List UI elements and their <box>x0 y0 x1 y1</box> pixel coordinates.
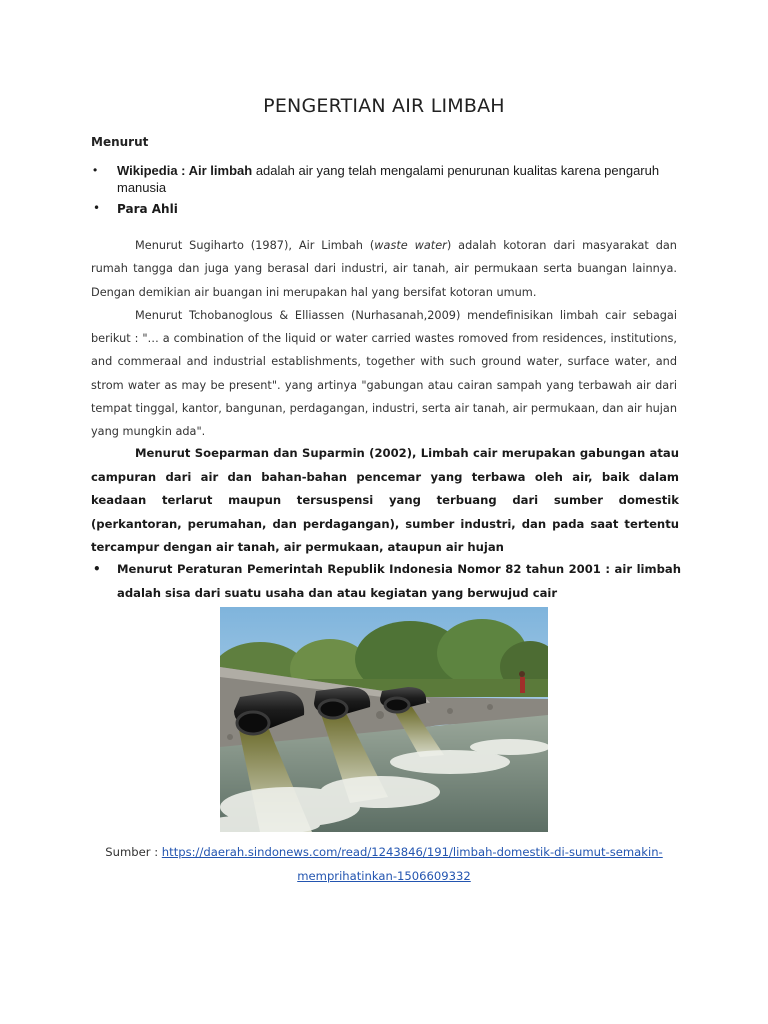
photo-illustration <box>220 607 548 832</box>
source-link[interactable]: https://daerah.sindonews.com/read/1243846/191/limbah-domestik-di-sumut-semakin-memprihatinkan-1506609332 <box>161 845 663 883</box>
bullet-icon: • <box>93 562 101 576</box>
image-source <box>92 840 676 888</box>
sugiharto-text-end: ) adalah kotoran dari masyarakat dan rumah tangga dan juga yang berasal dari industri, air tanah, air permukaan serta buangan lainnya. Dengan demikian air buangan ini merupakan hal yang bersifat kotoran umum. <box>91 239 677 299</box>
wastewater-pipes-photo <box>220 607 548 832</box>
sugiharto-text-start: Menurut Sugiharto (1987), Air Limbah ( <box>135 239 375 252</box>
list-item-para-ahli <box>91 200 681 218</box>
paragraph-soeparman <box>91 442 679 560</box>
bullet-list <box>91 200 681 218</box>
bullet-icon: • <box>93 163 98 177</box>
peraturan-text: Menurut Peraturan Pemerintah Republik Indonesia Nomor 82 tahun 2001 : air limbah adalah sisa dari suatu usaha dan atau kegiatan yang berwujud cair <box>117 562 681 600</box>
page-title: PENGERTIAN AIR LIMBAH <box>263 95 505 117</box>
bullet-icon: • <box>93 201 101 215</box>
wikipedia-definition: adalah air yang telah mengalami penurunan kualitas karena pengaruh manusia <box>117 163 660 195</box>
list-item-peraturan <box>91 558 681 605</box>
wikipedia-label: Wikipedia : Air limbah <box>117 163 253 178</box>
soeparman-text: Menurut Soeparman dan Suparmin (2002), Limbah cair merupakan gabungan atau campuran dari air dan bahan-bahan pencemar yang terbawa oleh air, baik dalam keadaan terlarut maupun tersuspensi yang terbuang dari sumber domestik (perkantoran, perumahan, dan perdagangan), sumber industri, dan pada saat tertentu tercampur dengan air tanah, air permukaan, ataupun air hujan <box>91 446 679 554</box>
source-prefix: Sumber : <box>105 845 162 859</box>
bullet-list <box>91 558 681 605</box>
waste-water-term: waste water <box>374 239 447 252</box>
paragraph-sugiharto <box>91 234 677 304</box>
paragraph-tchobanoglous: Menurut Tchobanoglous & Elliassen (Nurhasanah,2009) mendefinisikan limbah cair sebagai berikut : "… a combination of the liquid or water carried wastes romoved from residences, institutions, and commeraal and industrial establishments, together with such ground water, surface water, and strom water as may be present". yang artinya "gabungan atau cairan sampah yang terbawah air dari tempat tinggal, kantor, bangunan, perdagangan, industri, serta air tanah, air permukaan, dan air hujan yang mungkin ada". <box>91 308 677 439</box>
expert-definitions <box>91 234 677 444</box>
menurut-heading: Menurut <box>91 135 149 149</box>
bullet-list <box>91 162 681 196</box>
para-ahli-label: Para Ahli <box>117 202 178 216</box>
list-item-wikipedia <box>91 162 681 196</box>
